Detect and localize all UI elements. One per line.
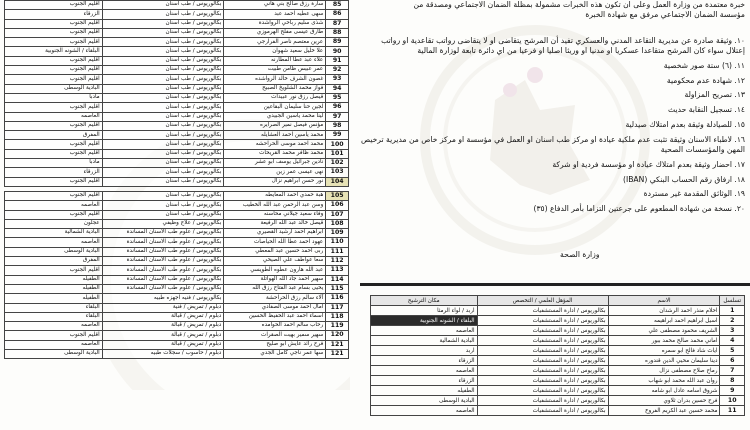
governorate-cell: البلقاء [5,303,103,312]
table-row [5,93,349,102]
serial-cell: 9 [720,386,745,396]
name-cell: اياث شاد فالح ابو سمره [608,346,720,356]
name-cell: قيصل رزق نور عبيدات [224,93,326,102]
qualification-cell: بكالوريوس / علوم طب الاسنان المساندة [102,275,224,284]
serial-cell: 3 [720,326,745,336]
name-cell: اسيل ابراهيم احمد ابراهيمه [608,316,720,326]
header-governorate: مكان الترشيح [371,296,478,306]
governorate-cell: اقليم الجنوب [5,331,103,340]
governorate-cell: البادية الوسطى [5,349,103,358]
name-cell: اماني محمد صالح محمد ببور [608,336,720,346]
serial-cell: 100 [326,140,349,149]
name-cell: يحيى بسام عبد الفتاح رزق الله [224,284,326,293]
table-row [5,149,349,158]
table-row [5,229,349,238]
serial-cell: 99 [326,131,349,140]
ministry-signature: وزارة الصحة [560,250,600,259]
name-cell: محمد ياسين احمد العشايله [224,131,326,140]
table-row [371,316,745,326]
qualification-cell: بكالوريوس / طب اسنان [102,177,224,186]
table-row [5,322,349,331]
name-cell: شذى سليم رباحي الرواشدة [224,19,326,28]
qualification-cell: بكالوريوس / طب اسنان [102,84,224,93]
table-row [5,219,349,228]
name-cell: شروق اسامه عادل ابو شامه [608,386,720,396]
qualification-cell: بكالوريوس / علاج وظيفي [102,219,224,228]
requirement-item: ١٨. ارفاق رقم الحساب البنكي (IBAN) [623,174,745,184]
qualification-cell: بكالوريوس / طب اسنان [102,210,224,219]
serial-cell: 94 [326,84,349,93]
serial-cell: 87 [326,19,349,28]
governorate-cell: المفرق [5,257,103,266]
serial-cell: 114 [326,275,349,284]
qualification-cell: بكالوريوس / ادارة المستشفيات [477,306,608,316]
table-row [371,406,745,416]
qualification-cell: بكالوريوس / ادارة المستشفيات [477,356,608,366]
name-cell: سارة رزق صالح بني هاني [224,1,326,10]
serial-cell: 91 [326,56,349,65]
table-row [371,336,745,346]
name-cell: آلاء سالم رزق الحراحشة [224,294,326,303]
governorate-cell: اقليم الجنوب [5,28,103,37]
governorate-cell: اقليم الجنوب [5,191,103,200]
governorate-cell: الزرقاء [371,376,478,386]
governorate-cell: اقليم الجنوب [5,75,103,84]
serial-cell: 85 [326,1,349,10]
qualification-cell: بكالوريوس / طب اسنان [102,121,224,130]
serial-cell: 110 [326,238,349,247]
table-row [371,356,745,366]
name-cell: غصون الشرف خالد الرواشده [224,75,326,84]
header-serial: تسلسل [720,296,745,306]
qualification-cell: بكالوريوس / علوم طب الاسنان المساندة [102,229,224,238]
name-cell: نادين جبرائيل يوسف ابو عشر [224,159,326,168]
governorate-cell: اربد / لواء الرمثا [371,306,478,316]
table-row [371,376,745,386]
table-row [5,275,349,284]
table-row [371,346,745,356]
governorate-cell: العاصمه [371,366,478,376]
serial-cell: 95 [326,93,349,102]
governorate-cell: اقليم الجنوب [5,38,103,47]
name-cell: الشريف محمود مصطفى علي [608,326,720,336]
governorate-cell: اربد [371,346,478,356]
qualification-cell: دبلوم / تمريض / فنية [102,303,224,312]
governorate-cell: البلقاء / الشونه الجنوبية [5,47,103,56]
intro-line-1: خبرة معتمدة من وزارة العمل وعلى ان تكون هذه الخبرات مشمولة بمظلة الضمان الاجتماعي ومصدقة من [413,0,745,9]
table-row [371,366,745,376]
governorate-cell: البادية الشمالية [5,229,103,238]
serial-cell: 96 [326,103,349,112]
qualification-cell: بكالوريوس / طب اسنان [102,168,224,177]
governorate-cell: البلقاء [5,312,103,321]
qualification-cell: بكالوريوس / ادارة المستشفيات [477,346,608,356]
serial-cell: 1 [720,306,745,316]
serial-cell: 89 [326,38,349,47]
serial-cell: 111 [326,247,349,256]
qualification-cell: بكالوريوس / علوم طب الاسنان المساندة [102,266,224,275]
serial-cell: 90 [326,47,349,56]
qualification-cell: بكالوريوس / علوم طب الاسنان المساندة [102,284,224,293]
qualification-cell: بكالوريوس / طب اسنان [102,159,224,168]
governorate-cell: اقليم الجنوب [5,140,103,149]
table-row [5,312,349,321]
name-cell: طارق عيسى مفلح الهرموزي [224,28,326,37]
qualification-cell: بكالوريوس / ادارة المستشفيات [477,386,608,396]
serial-cell: 108 [326,219,349,228]
name-cell: رماح صلاح مصطفى نزال [608,366,720,376]
governorate-cell: الطفيله [5,275,103,284]
table-row [5,1,349,10]
qualification-cell: دبلوم / حاسوب / سجلات طبيه [102,349,224,358]
table-row [5,140,349,149]
qualification-cell: بكالوريوس / ادارة المستشفيات [477,406,608,416]
governorate-cell: اقليم الجنوب [5,66,103,75]
serial-cell: 117 [326,303,349,312]
governorate-cell: العاصمه [5,201,103,210]
table-row [5,210,349,219]
governorate-cell: اقليم الجنوب [5,56,103,65]
qualification-cell: بكالوريوس / طب اسنان [102,201,224,210]
requirement-item: ١٧. احضار وثيقة بعدم امتلاك عيادة او مؤسسة فردية او شركة [552,159,745,169]
name-cell: وسن عبد الرحمن عبد الله الخطيب [224,201,326,210]
qualification-cell: دبلوم / تمريض / قبالة [102,331,224,340]
name-cell: مؤنس فيصل نمير الصرايره [224,121,326,130]
name-cell: امال احمد موسى الصفادي [224,303,326,312]
serial-cell: 113 [326,266,349,275]
name-cell: سها عمر ناجي كامل الجدي [224,349,326,358]
table-row [5,56,349,65]
serial-cell: 92 [326,66,349,75]
qualification-cell: بكالوريوس / طب اسنان [102,10,224,19]
requirement-item: ١٤. تسجيل النقابة حديث [668,105,745,115]
requirements-list [360,36,745,219]
governorate-cell: البادية الوسطى [5,247,103,256]
serial-cell: 97 [326,112,349,121]
serial-cell: 93 [326,75,349,84]
name-cell: محمد ظافر محمد القريحات [224,149,326,158]
requirement-item: ١٢. شهادة عدم محكومية [666,75,745,85]
serial-cell: 98 [326,121,349,130]
qualification-cell: بكالوريوس / ادارة المستشفيات [477,336,608,346]
table-row [371,386,745,396]
governorate-cell: اقليم الجنوب [5,103,103,112]
table-row [5,177,349,186]
serial-cell: 5 [720,346,745,356]
governorate-cell: البلقاء / الشونه الجنوبية [371,316,478,326]
governorate-cell: الزرقاء [5,168,103,177]
table-row [5,47,349,56]
name-cell: عمر عبيس ظامن طبيت [224,66,326,75]
qualification-cell: بكالوريوس / علوم طب الاسنان المساندة [102,247,224,256]
name-cell: عبد الله هارون عطوه الطويسي [224,266,326,275]
serial-cell: 88 [326,28,349,37]
governorate-cell: الطفيله [5,284,103,293]
requirement-item: ١٠. وثيقة صادرة عن مديرية التقاعد المدني والعسكري تفيد أن المرشح يتقاضى او لا يتقاضى رواتب تقاعدية او رواتب إعتلال سواء كان المرشح متقاعدا عسكريا او مدنيا او وريثا اصليا او فرعيا من اي دائرة تابعة لوزارة المالية [381,36,745,55]
serial-cell: 4 [720,336,745,346]
governorate-cell: المفرق [5,131,103,140]
governorate-cell: البادية الشمالية [371,336,478,346]
table-row [5,84,349,93]
serial-cell: 102 [326,159,349,168]
serial-cell: 116 [326,294,349,303]
qualification-cell: بكالوريوس / طب اسنان [102,112,224,121]
governorate-cell: البادية الوسطى [5,84,103,93]
table-row [371,326,745,336]
name-cell: فرح حسين بدران ثلاوي [608,396,720,406]
name-cell: محمد حسين عبد الكريم الفروخ [608,406,720,416]
qualification-cell: بكالوريوس / طب اسنان [102,66,224,75]
name-cell: فواز محمد الشلويخ الصبيح [224,84,326,93]
qualification-cell: بكالوريوس / طب اسنان [102,28,224,37]
table-row [371,306,745,316]
governorate-cell: الزرقاء [5,10,103,19]
qualification-cell: بكالوريوس / ادارة المستشفيات [477,366,608,376]
name-cell: نور حسن ابراهيم نزال [224,177,326,186]
table-row [5,331,349,340]
qualification-cell: بكالوريوس / طب اسنان [102,38,224,47]
table-row [371,396,745,406]
serial-cell: 11 [720,406,745,416]
name-cell: علاء عبد عطا المطارنه [224,56,326,65]
header-name: الاسم [608,296,720,306]
table-row [5,10,349,19]
requirement-item: ١١. (٦) ستة صور شخصية [663,60,745,70]
name-cell: نهى عيسى عمر زين [224,168,326,177]
serial-cell: 101 [326,149,349,158]
governorate-cell: مادبا [5,159,103,168]
governorate-cell: العاصمه [371,326,478,336]
requirement-item: ١٥. للصيادلة وثيقة بعدم امتلاك صيدلية [625,120,745,130]
governorate-cell: العاصمه [5,112,103,121]
qualification-cell: بكالوريوس / طب اسنان [102,140,224,149]
table-row [5,266,349,275]
candidates-table-right [370,295,745,416]
serial-cell: 10 [720,396,745,406]
governorate-cell: الزرقاء [371,356,478,366]
table-row [5,201,349,210]
governorate-cell: العاصمه [371,406,478,416]
qualification-cell: بكالوريوس / ادارة المستشفيات [477,396,608,406]
governorate-cell: اقليم الجنوب [5,266,103,275]
serial-cell: 8 [720,376,745,386]
name-cell: قيصل خالد عبد الله الرفيعة [224,219,326,228]
serial-cell: 107 [326,210,349,219]
table-row [5,38,349,47]
name-cell: وفاء سعيد جيلاني محاسنه [224,210,326,219]
candidates-table-left [4,0,349,359]
intro-line-2: مؤسسة الضمان الاجتماعي مرفق مع شهادة الخبرة [585,10,745,20]
requirement-item: ١٩. الوثائق المقدمة غير مستردة [643,189,745,199]
qualification-cell: بكالوريوس / طب اسنان [102,103,224,112]
serial-cell: 120 [326,331,349,340]
name-cell: ربى احمد حسين عبد المعطي [224,247,326,256]
name-cell: علا خليل سعيد شهوان [224,47,326,56]
requirement-item: ١٣. تصريح المزاولة [684,90,745,100]
name-cell: عرين معتصم ناصر الفرارجي [224,38,326,47]
qualification-cell: بكالوريوس / طب اسنان [102,75,224,84]
qualification-cell: بكالوريوس / ادارة المستشفيات [477,326,608,336]
name-cell: هبة حمدي احمد المعايطه [224,191,326,200]
qualification-cell: بكالوريوس / علوم طب الاسنان المساندة [102,257,224,266]
serial-cell: 121 [326,349,349,358]
name-cell: ابراهيم احمد ارشيد القصيري [224,229,326,238]
governorate-cell: العاصمه [5,340,103,349]
name-cell: سهير سمير بهيت الصقرات [224,331,326,340]
qualification-cell: بكالوريوس / فنيه اجهزه طبيه [102,294,224,303]
governorate-cell: الطفيله [5,294,103,303]
governorate-cell: العاصمه [5,322,103,331]
qualification-cell: بكالوريوس / علوم طب الاسنان المساندة [102,238,224,247]
table-row [5,66,349,75]
serial-cell: 109 [326,229,349,238]
table-row [5,103,349,112]
document-intro [360,0,745,21]
table-row [5,168,349,177]
qualification-cell: بكالوريوس / ادارة المستشفيات [477,376,608,386]
governorate-cell: البادية الوسطى [371,396,478,406]
table-row [5,191,349,200]
name-cell: لجين حنا سليمان البقاعين [224,103,326,112]
serial-cell: 7 [720,366,745,376]
qualification-cell: بكالوريوس / طب اسنان [102,47,224,56]
governorate-cell: اقليم الجنوب [5,121,103,130]
name-cell: رحاب سالم احمد الحوامده [224,322,326,331]
governorate-cell: الطفيله [371,386,478,396]
qualification-cell: بكالوريوس / طب اسنان [102,19,224,28]
name-cell: لينا محمد ياسين الجبيدي [224,112,326,121]
header-qualification: المؤهل العلمي / التخصص [477,296,608,306]
table-row [5,294,349,303]
serial-cell: 112 [326,257,349,266]
table-row [5,121,349,130]
governorate-cell: اقليم الجنوب [5,149,103,158]
governorate-cell: عجلون [5,219,103,228]
governorate-cell: مادبا [5,93,103,102]
name-cell: احلام منذر احمد الرشدان [608,306,720,316]
table-row [5,303,349,312]
governorate-cell: اقليم الجنوب [5,1,103,10]
serial-cell: 103 [326,168,349,177]
name-cell: دينا سليمان محيي الدين قندوره [608,356,720,366]
table-row [5,131,349,140]
serial-cell: 115 [326,284,349,293]
qualification-cell: بكالوريوس / طب اسنان [102,131,224,140]
qualification-cell: دبلوم / تمريض / قبالة [102,340,224,349]
serial-cell: 86 [326,10,349,19]
section-divider [360,283,750,286]
table-row [5,340,349,349]
qualification-cell: بكالوريوس / طب اسنان [102,1,224,10]
qualification-cell: بكالوريوس / طب اسنان [102,191,224,200]
name-cell: روان عبد الله محمد ابو شهاب [608,376,720,386]
serial-cell: 105 [326,191,349,200]
name-cell: سهى عطيه احمد عبد [224,10,326,19]
serial-cell: 119 [326,322,349,331]
qualification-cell: بكالوريوس / ادارة المستشفيات [477,316,608,326]
qualification-cell: دبلوم / تمريض / قبالة [102,312,224,321]
governorate-cell: اقليم الجنوب [5,177,103,186]
table-row [5,159,349,168]
qualification-cell: بكالوريوس / طب اسنان [102,56,224,65]
governorate-cell: اقليم الجنوب [5,210,103,219]
governorate-cell: اقليم الجنوب [5,19,103,28]
qualification-cell: دبلوم / تمريض / قبالة [102,322,224,331]
table-row [5,247,349,256]
requirement-item: ١٦. لاطباء الاسنان وثيقة تثبت عدم ملكية عيادة او مركز طب اسنان او العمل في مؤسسة او مركز خاص من مديرية ترخيص المهن والمؤسسات الصحية [361,135,745,154]
name-cell: سهير احمد جاد الله الهواتلة [224,275,326,284]
serial-cell: 2 [720,316,745,326]
requirement-item: ٢٠. نسخة من شهادة المطعوم على جرعتين التزاما بأمر الدفاع (٣٥) [533,204,745,214]
table-row [5,28,349,37]
serial-cell: 6 [720,356,745,366]
qualification-cell: بكالوريوس / طب اسنان [102,93,224,102]
name-cell: اسماء احمد عبد الحفيظ الحسين [224,312,326,321]
serial-cell: 118 [326,312,349,321]
qualification-cell: بكالوريوس / طب اسنان [102,149,224,158]
serial-cell: 106 [326,201,349,210]
governorate-cell: العاصمه [5,238,103,247]
name-cell: فرح رائد عايش ابو صليح [224,340,326,349]
serial-cell: 104 [326,177,349,186]
name-cell: سعا عواطف علي الصيحي [224,257,326,266]
table-row [5,284,349,293]
table-row [5,257,349,266]
table-row [5,349,349,358]
table-row [5,19,349,28]
serial-cell: 121 [326,340,349,349]
table-row [5,238,349,247]
name-cell: محمد احمد موسى الحراحشه [224,140,326,149]
name-cell: عهود احمد عطا الله الحياصات [224,238,326,247]
table-row [5,112,349,121]
table-row [5,75,349,84]
